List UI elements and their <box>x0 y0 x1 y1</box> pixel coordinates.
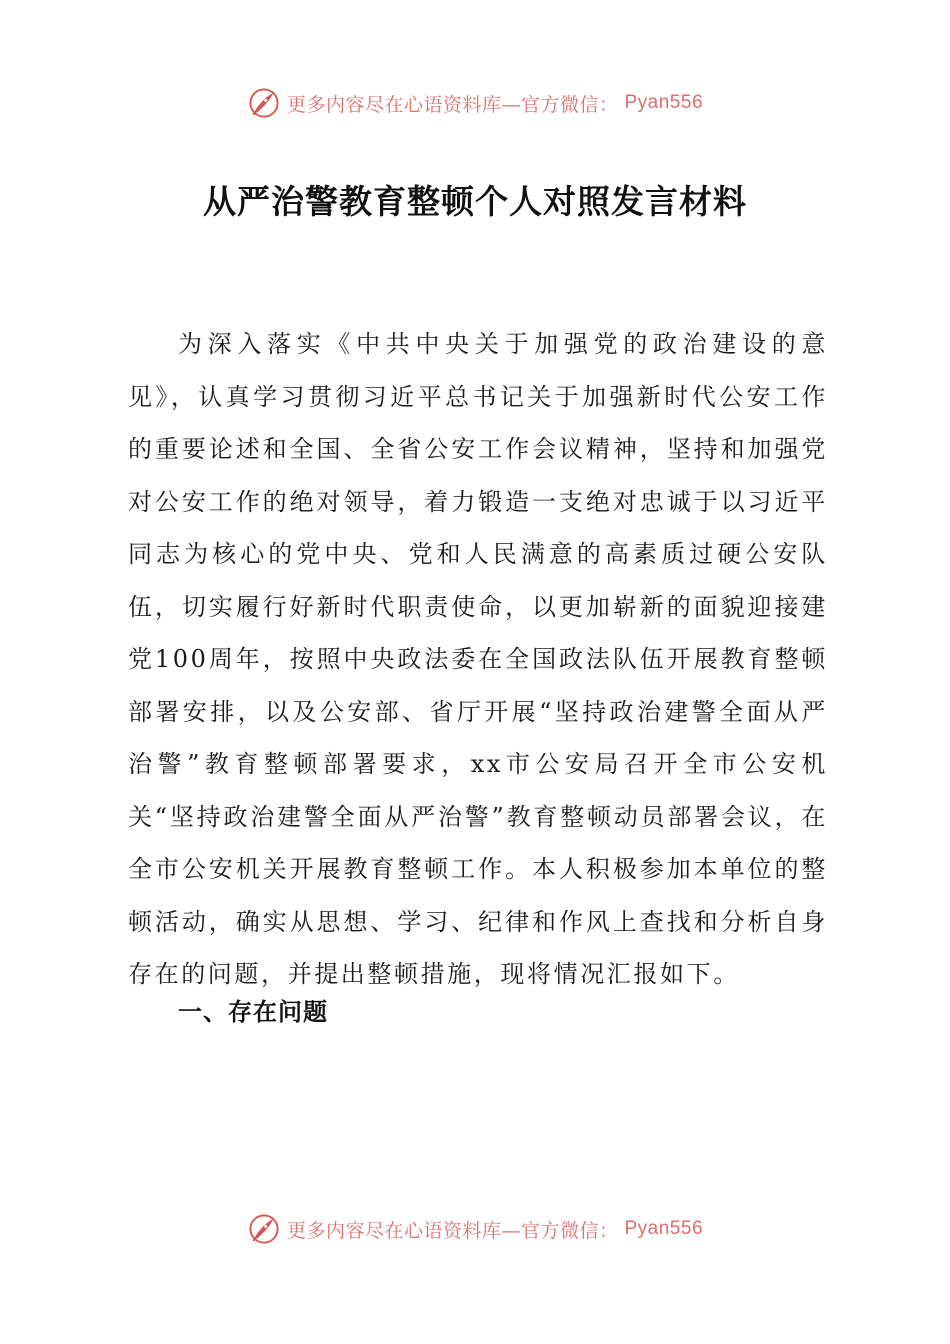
section-heading: 一、存在问题 <box>178 998 328 1026</box>
header-watermark <box>0 86 950 120</box>
watermark-text: 更多内容尽在心语资料库—官方微信： <box>286 1219 619 1242</box>
footer-watermark <box>0 1212 950 1246</box>
pen-nib-logo-icon <box>247 1212 281 1246</box>
watermark-account: Pyan556 <box>624 92 704 113</box>
watermark-text: 更多内容尽在心语资料库—官方微信： <box>286 93 619 116</box>
watermark-account: Pyan556 <box>624 1218 704 1239</box>
pen-nib-logo-icon <box>247 86 281 120</box>
body-paragraph: 为深入落实《中共中央关于加强党的政治建设的意见》，认真学习贯彻习近平总书记关于加强新时代公安工作的重要论述和全国、全省公安工作会议精神，坚持和加强党对公安工作的绝对领导，着力锻造一支绝对忠诚于以习近平同志为核心的党中央、党和人民满意的高素质过硬公安队伍，切实履行好新时代职责使命，以更加崭新的面貌迎接建党100周年，按照中央政法委在全国政法队伍开展教育整顿部署安排，以及公安部、省厅开展“坚持政治建警全面从严治警”教育整顿部署要求，xx市公安局召开全市公安机关“坚持政治建警全面从严治警”教育整顿动员部署会议，在全市公安机关开展教育整顿工作。本人积极参加本单位的整顿活动，确实从思想、学习、纪律和作风上查找和分析自身存在的问题，并提出整顿措施，现将情况汇报如下。 <box>128 330 828 988</box>
document-title: 从严治警教育整顿个人对照发言材料 <box>203 182 747 221</box>
